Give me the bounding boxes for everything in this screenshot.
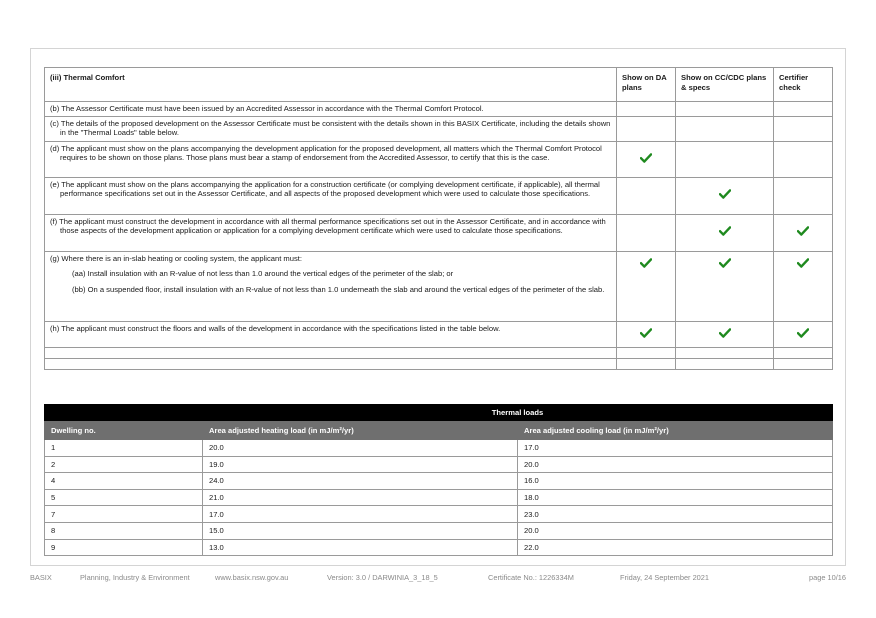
page-footer [30,573,846,585]
check-cell-cert [774,141,833,177]
check-cell-cc [676,214,774,251]
cooling-load-value: 22.0 [518,539,833,556]
check-icon [640,258,652,268]
table-header-row [45,68,833,102]
cooling-load-value: 17.0 [518,440,833,457]
empty-cell [676,347,774,358]
thermal-comfort-table [44,67,833,370]
check-cell-da [617,251,676,321]
empty-row [45,358,833,369]
check-cell-da [617,116,676,141]
check-cell-da [617,177,676,214]
thermal-loads-title-row [45,405,833,421]
footer-department: Planning, Industry & Environment [80,573,190,582]
requirement-text-cell [45,177,617,214]
check-cell-cc [676,321,774,347]
table-row [45,506,833,523]
thermal-loads-column-row [45,421,833,440]
empty-cell [774,358,833,369]
cooling-load-value: 20.0 [518,522,833,539]
check-cell-cc [676,251,774,321]
check-cell-da [617,321,676,347]
footer-page-number: page 10/16 [809,573,846,582]
empty-row [45,347,833,358]
footer-brand: BASIX [30,573,52,582]
requirement-text-cell [45,102,617,117]
empty-cell [617,347,676,358]
cooling-load-value: 18.0 [518,489,833,506]
dwelling-number: 5 [45,489,203,506]
cooling-load-value: 23.0 [518,506,833,523]
requirement-text-cell [45,321,617,347]
requirement-row [45,214,833,251]
sub-requirement-text: (bb) On a suspended floor, install insulation with an R-value of not less than 1.0 underneath the slab and around the vertical edges of the perimeter of the slab. [72,284,605,294]
requirement-row [45,116,833,141]
requirement-text: (d) The applicant must show on the plans accompanying the development application for the proposed development, all matters which the Thermal Comfort Protocol requires to be shown on those plans. Those plans must bear a stamp of endorsement from the Accredited Assessor, to certify that this is the case. [50,143,602,163]
requirement-text: (h) The applicant must construct the floors and walls of the development in accordance with the specifications listed in the table below. [50,323,501,333]
heating-load-value: 15.0 [203,522,518,539]
empty-cell [774,347,833,358]
section-title: (iii) Thermal Comfort [45,68,617,102]
requirement-text: (e) The applicant must show on the plans accompanying the application for a construction certificate (or complying development certificate, if applicable), all thermal performance specifications set out in the Assessor Certificate, and all aspects of the proposed development which were used to calculate those specifications. [50,179,600,199]
requirement-row [45,141,833,177]
requirement-text: (f) The applicant must construct the development in accordance with all thermal performance specifications set out in the Assessor Certificate, and in accordance with those aspects of the development application or application for a complying development certificate which were used to calculate those specifications. [50,216,606,236]
check-cell-da [617,141,676,177]
requirement-text-cell [45,116,617,141]
table-row [45,489,833,506]
heating-load-value: 17.0 [203,506,518,523]
requirement-row [45,251,833,321]
table-row [45,539,833,556]
col-header-da: Show on DA plans [617,68,676,102]
check-cell-cc [676,102,774,117]
check-cell-cert [774,214,833,251]
requirement-text: (g) Where there is an in-slab heating or cooling system, the applicant must: [50,253,302,263]
check-icon [797,226,809,236]
table-row [45,473,833,490]
cooling-load-value: 20.0 [518,456,833,473]
check-cell-cert [774,177,833,214]
check-cell-da [617,102,676,117]
dwelling-number: 7 [45,506,203,523]
empty-cell [45,347,617,358]
empty-cell [676,358,774,369]
empty-cell [617,358,676,369]
check-cell-cert [774,321,833,347]
footer-website[interactable]: www.basix.nsw.gov.au [215,573,289,582]
thermal-loads-table [44,404,833,556]
table-row [45,522,833,539]
requirement-text: (b) The Assessor Certificate must have been issued by an Accredited Assessor in accordance with the Thermal Comfort Protocol. [50,104,484,113]
dwelling-number: 4 [45,473,203,490]
footer-version: Version: 3.0 / DARWINIA_3_18_5 [327,573,438,582]
thermal-loads-title: Thermal loads [203,405,833,421]
heating-load-value: 24.0 [203,473,518,490]
footer-date: Friday, 24 September 2021 [620,573,710,582]
heating-load-value: 21.0 [203,489,518,506]
check-icon [719,328,731,338]
requirement-row [45,177,833,214]
col-cooling-load: Area adjusted cooling load (in mJ/m²/yr) [518,421,833,440]
requirement-text-cell [45,214,617,251]
heating-load-value: 20.0 [203,440,518,457]
check-icon [640,153,652,163]
dwelling-number: 9 [45,539,203,556]
requirement-text-cell [45,141,617,177]
check-cell-cc [676,141,774,177]
heating-load-value: 13.0 [203,539,518,556]
footer-certificate: Certificate No.: 1226334M [488,573,574,582]
table-row [45,440,833,457]
check-cell-cert [774,102,833,117]
col-dwelling: Dwelling no. [45,421,203,440]
check-cell-cc [676,177,774,214]
check-icon [719,226,731,236]
check-icon [719,258,731,268]
requirement-text: (c) The details of the proposed development on the Assessor Certificate must be consistent with the details shown in this BASIX Certificate, including the details shown in the "Thermal Loads" table below. [50,118,611,138]
heating-load-value: 19.0 [203,456,518,473]
sub-requirement-text: (aa) Install insulation with an R-value of not less than 1.0 around the vertical edges of the perimeter of the slab; or [72,269,454,279]
dwelling-number: 2 [45,456,203,473]
cooling-load-value: 16.0 [518,473,833,490]
requirement-row [45,102,833,117]
col-heating-load: Area adjusted heating load (in mJ/m²/yr) [203,421,518,440]
requirement-row [45,321,833,347]
check-icon [640,328,652,338]
check-cell-da [617,214,676,251]
col-header-cc: Show on CC/CDC plans & specs [676,68,774,102]
empty-cell [45,358,617,369]
dwelling-number: 1 [45,440,203,457]
check-icon [719,189,731,199]
dwelling-number: 8 [45,522,203,539]
check-cell-cc [676,116,774,141]
check-icon [797,328,809,338]
requirement-text-cell [45,251,617,321]
check-cell-cert [774,116,833,141]
check-cell-cert [774,251,833,321]
col-header-cert: Certifier check [774,68,833,102]
table-row [45,456,833,473]
check-icon [797,258,809,268]
blank-header-cell [45,405,203,421]
